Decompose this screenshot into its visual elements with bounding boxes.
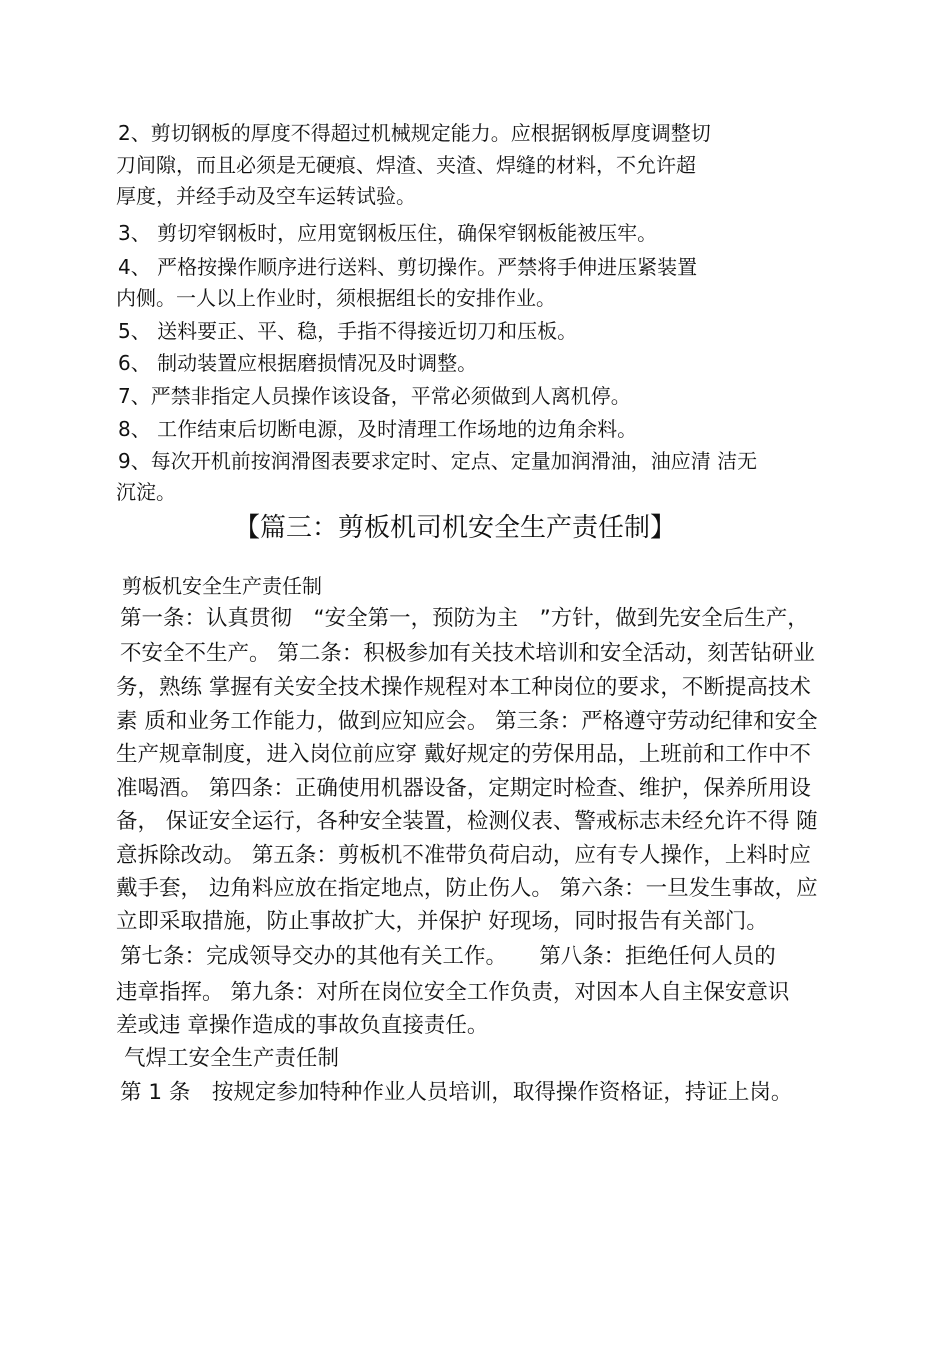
paragraph-line: 5、 送料要正、平、稳，手指不得接近切刀和压板。 — [118, 319, 578, 343]
paragraph-line: 沉淀。 — [116, 480, 176, 504]
paragraph-line: 违章指挥。 第九条：对所在岗位安全工作负责，对因本人自主保安意识 — [116, 980, 790, 1005]
paragraph-line: 第一条：认真贯彻 “安全第一，预防为主 ”方针，做到先安全后生产， — [120, 606, 809, 631]
paragraph-line: 生产规章制度，进入岗位前应穿 戴好规定的劳保用品，上班前和工作中不 — [116, 742, 811, 767]
paragraph-line: 6、 制动装置应根据磨损情况及时调整。 — [118, 351, 478, 375]
paragraph-line: 不安全不生产。 第二条：积极参加有关技术培训和安全活动，刻苦钻研业 — [120, 641, 815, 666]
paragraph-line: 8、 工作结束后切断电源，及时清理工作场地的边角余料。 — [118, 417, 638, 441]
subsection-heading: 气焊工安全生产责任制 — [124, 1046, 340, 1071]
paragraph-line: 差或违 章操作造成的事故负直接责任。 — [116, 1013, 489, 1038]
paragraph-line: 内侧。一人以上作业时，须根据组长的安排作业。 — [116, 286, 556, 310]
paragraph-line: 立即采取措施，防止事故扩大，并保护 好现场，同时报告有关部门。 — [116, 909, 768, 934]
subsection-heading: 剪板机安全生产责任制 — [122, 574, 322, 598]
paragraph-line: 7、严禁非指定人员操作该设备，平常必须做到人离机停。 — [118, 384, 631, 408]
paragraph-line: 9、每次开机前按润滑图表要求定时、定点、定量加润滑油，油应清 洁无 — [118, 449, 758, 473]
paragraph-line: 戴手套， 边角料应放在指定地点，防止伤人。 第六条：一旦发生事故，应 — [116, 876, 818, 901]
paragraph-line: 3、 剪切窄钢板时，应用宽钢板压住，确保窄钢板能被压牢。 — [118, 221, 658, 245]
paragraph-line: 第七条：完成领导交办的其他有关工作。 第八条：拒绝任何人员的 — [120, 944, 776, 969]
paragraph-line: 第 1 条 按规定参加特种作业人员培训，取得操作资格证，持证上岗。 — [120, 1080, 793, 1105]
paragraph-line: 厚度，并经手动及空车运转试验。 — [116, 184, 416, 208]
paragraph-line: 4、 严格按操作顺序进行送料、剪切操作。严禁将手伸进压紧装置 — [118, 255, 698, 279]
paragraph-line: 备， 保证安全运行，各种安全装置，检测仪表、警戒标志未经允许不得 随 — [116, 809, 818, 834]
paragraph-line: 准喝酒。 第四条：正确使用机器设备，定期定时检查、维护，保养所用设 — [116, 776, 811, 801]
section-title: 【篇三：剪板机司机安全生产责任制】 — [234, 513, 677, 543]
paragraph-line: 务，熟练 掌握有关安全技术操作规程对本工种岗位的要求，不断提高技术 — [116, 675, 811, 700]
paragraph-line: 2、剪切钢板的厚度不得超过机械规定能力。应根据钢板厚度调整切 — [118, 121, 711, 145]
paragraph-line: 刀间隙，而且必须是无硬痕、焊渣、夹渣、焊缝的材料，不允许超 — [116, 153, 696, 177]
paragraph-line: 素 质和业务工作能力，做到应知应会。 第三条：严格遵守劳动纪律和安全 — [116, 709, 818, 734]
paragraph-line: 意拆除改动。 第五条：剪板机不准带负荷启动，应有专人操作，上料时应 — [116, 843, 811, 868]
